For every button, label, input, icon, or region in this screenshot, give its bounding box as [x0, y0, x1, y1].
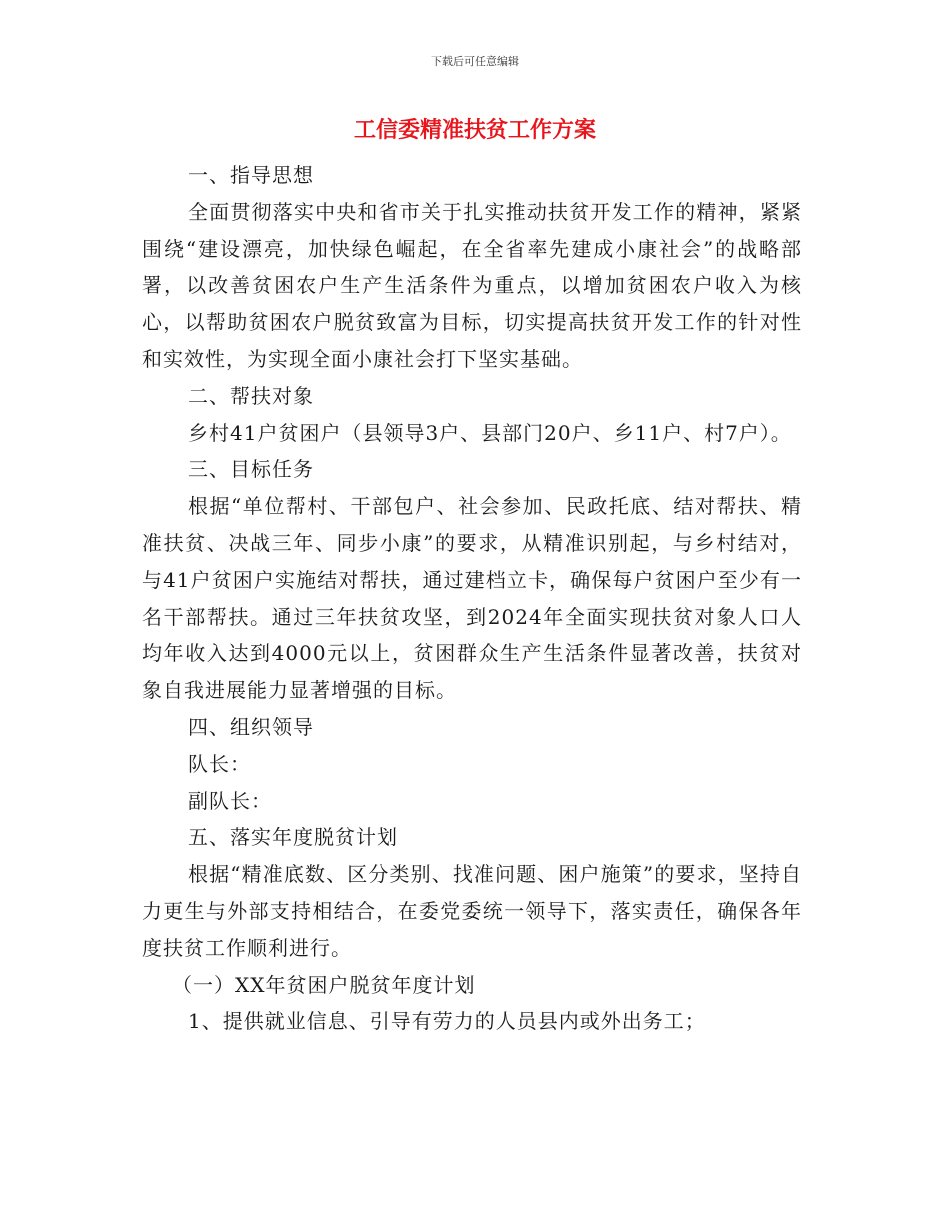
paragraph: 四、组织领导	[188, 714, 314, 739]
paragraph: 全面贯彻落实中央和省市关于扎实推动扶贫开发工作的精神，紧紧围绕“建设漂亮，加快绿色崛起，在全省率先建成小康社会”的战略部署，以改善贫困农户生产生活条件为重点，以增加贫困农户收入为核心，以帮助贫困农户脱贫致富为目标，切实提高扶贫开发工作的针对性和实效性，为实现全面小康社会打下坚实基础。	[142, 199, 802, 371]
document-body	[142, 157, 802, 1040]
paragraph: 根据“精准底数、区分类别、找准问题、困户施策”的要求，坚持自力更生与外部支持相结合，在委党委统一领导下，落实责任，确保各年度扶贫工作顺利进行。	[142, 862, 802, 960]
paragraph: 二、帮扶对象	[188, 383, 314, 408]
paragraph: 根据“单位帮村、干部包户、社会参加、民政托底、结对帮扶、精准扶贫、决战三年、同步小康”的要求，从精准识别起，与乡村结对，与41户贫困户实施结对帮扶，通过建档立卡，确保每户贫困户至少有一名干部帮扶。通过三年扶贫攻坚，到2024年全面实现扶贫对象人口人均年收入达到4000元以上，贫困群众生产生活条件显著改善，扶贫对象自我进展能力显著增强的目标。	[142, 494, 802, 703]
document-title: 工信委精准扶贫工作方案	[353, 118, 596, 143]
paragraph: 1、提供就业信息、引导有劳力的人员县内或外出务工；	[188, 1009, 706, 1034]
paragraph: （一）XX年贫困户脱贫年度计划	[172, 972, 476, 997]
paragraph: 队长：	[188, 751, 251, 776]
paragraph: 乡村41户贫困户（县领导3户、县部门20户、乡11户、村7户）。	[188, 420, 792, 445]
paragraph: 五、落实年度脱贫计划	[188, 825, 398, 850]
paragraph: 三、目标任务	[188, 457, 314, 482]
paragraph: 副队长：	[188, 788, 272, 813]
paragraph: 一、指导思想	[188, 163, 314, 187]
header-note: 下载后可任意编辑	[431, 55, 519, 68]
